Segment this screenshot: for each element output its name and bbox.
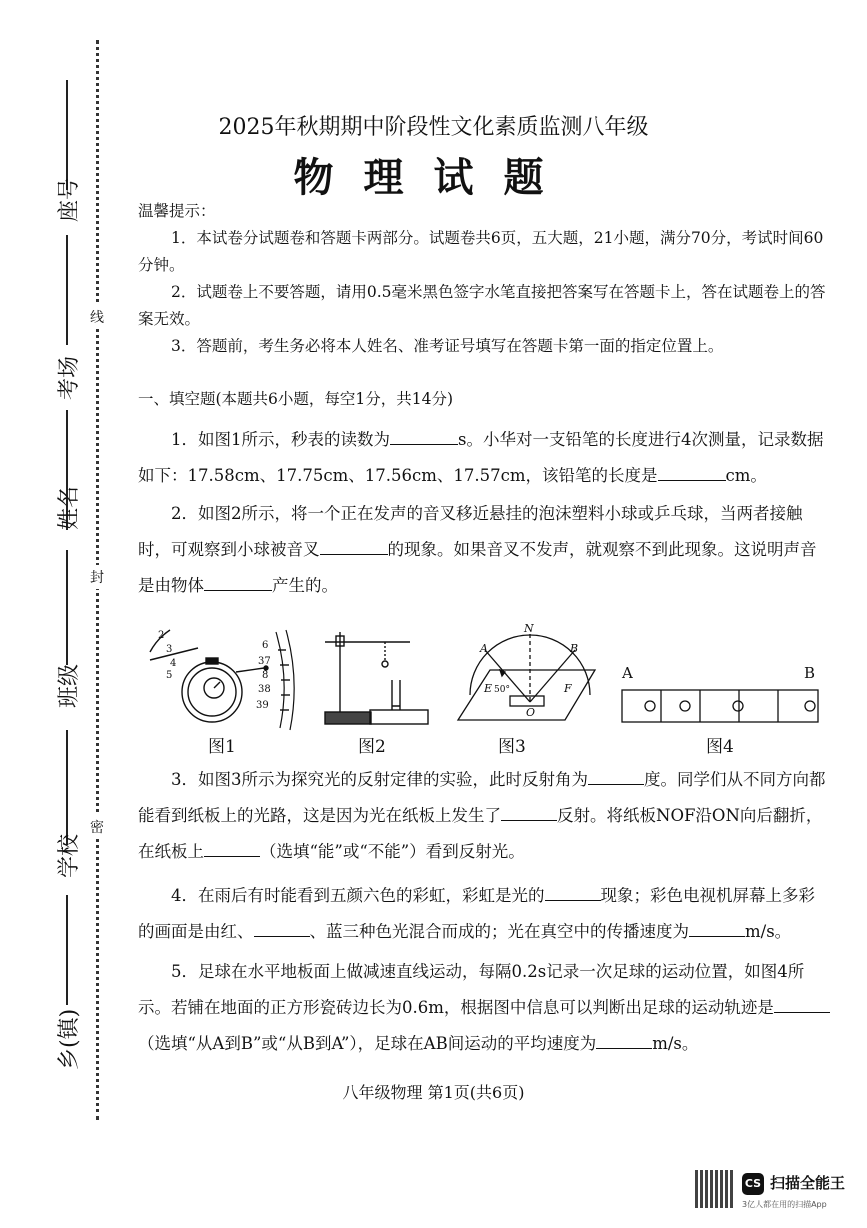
- answer-blank: [254, 920, 310, 937]
- notice-item-3: 3．答题前，考生务必将本人姓名、准考证号填写在答题卡第一面的指定位置上。: [171, 337, 724, 355]
- fig1-tick: 3: [166, 644, 173, 655]
- figure-4-tiles: [622, 690, 818, 722]
- scanner-app-name: 扫描全能王: [770, 1174, 846, 1192]
- q5-text-b: （选填“从A到B”或“从B到A”），足球在AB间运动的平均速度为: [138, 1034, 597, 1053]
- fig3-label-f: F: [564, 682, 572, 695]
- class-line: [66, 550, 68, 665]
- answer-blank: [588, 768, 644, 785]
- q4-text-a: 4．在雨后有时能看到五颜六色的彩虹，彩虹是光的: [171, 886, 545, 905]
- seal-word-line: 线: [90, 305, 104, 329]
- fig3-label-n: N: [524, 622, 534, 635]
- town-label: 乡(镇): [57, 1008, 82, 1070]
- room-line: [66, 235, 68, 345]
- page-footer: 八年级物理 第1页(共6页): [342, 1083, 525, 1102]
- fig1-tick: 4: [170, 658, 177, 669]
- fig4-label-b: B: [804, 664, 816, 682]
- q2-text-c: 产生的。: [272, 576, 338, 595]
- q2-text-b: 的现象。如果音叉不发声，就观察不到此现象。这说明声音是由物体: [138, 540, 817, 595]
- seat-label: 座号: [57, 177, 82, 222]
- fig1-tick: 38: [258, 684, 271, 695]
- figure-4-caption: 图4: [706, 737, 734, 757]
- fig3-label-e: E: [484, 682, 493, 695]
- fig3-label-angle: 50°: [494, 685, 510, 695]
- fig1-tick: 2: [158, 630, 165, 641]
- exam-subtitle: 2025年秋期期中阶段性文化素质监测八年级: [218, 115, 649, 140]
- exam-title: 物理试题: [293, 154, 574, 201]
- qr-code: [695, 1170, 733, 1208]
- figure-2-caption: 图2: [358, 737, 386, 757]
- notice-block: [138, 198, 831, 360]
- q4-text-b: 现象；彩色电视机屏幕上多彩的画面是由红、: [138, 886, 815, 941]
- fig1-tick: 5: [166, 670, 173, 681]
- seal-word-seal: 封: [90, 565, 104, 589]
- fig3-label-o: O: [526, 706, 536, 719]
- fig1-tick: 8: [262, 670, 269, 681]
- notice-item-2: 2．试题卷上不要答题，请用0.5毫米黑色签字水笔直接把答案写在答题卡上，答在试题卷上的答案无效。: [138, 283, 826, 328]
- answer-blank: [204, 840, 260, 857]
- town-line: [66, 895, 68, 1005]
- class-label: 班级: [57, 663, 82, 708]
- question-4: [138, 878, 831, 950]
- figure-3-caption: 图3: [498, 737, 526, 757]
- answer-blank: [596, 1032, 652, 1049]
- q1-text-a: 1．如图1所示，秒表的读数为: [171, 430, 390, 449]
- fig3-label-a: A: [480, 642, 488, 655]
- fig1-tick: 37: [258, 656, 271, 667]
- figure-2-tuning-fork: [325, 632, 428, 724]
- q1-text-b: s。小华对一支铅笔的长度进行4次测量，记录数据如下：17.58cm、17.75cm、17.56cm、17.57cm，该铅笔的长度是: [138, 430, 824, 485]
- q3-text-c: 反射。将纸板NOF沿ON向后翻折，在纸板上: [138, 806, 823, 861]
- answer-blank: [545, 884, 601, 901]
- q2-text-a: 2．如图2所示，将一个正在发声的音叉移近悬挂的泡沫塑料小球或乒乓球，当两者接触时，可观察到小球被音叉: [138, 504, 803, 559]
- answer-blank: [204, 574, 272, 591]
- school-label: 学校: [57, 833, 82, 878]
- scanner-logo-icon: CS: [742, 1173, 764, 1195]
- fig1-tick: 6: [262, 640, 269, 651]
- answer-blank: [658, 464, 726, 481]
- section-heading: 一、填空题(本题共6小题，每空1分，共14分): [138, 390, 454, 408]
- q4-text-c: 、蓝三种色光混合而成的；光在真空中的传播速度为: [309, 922, 689, 941]
- answer-blank: [390, 428, 458, 445]
- fig3-label-b: B: [570, 642, 579, 655]
- question-5: [138, 954, 831, 1062]
- answer-blank: [320, 538, 388, 555]
- notice-item-1: 1．本试卷分试题卷和答题卡两部分。试题卷共6页，五大题，21小题，满分70分，考试时间60分钟。: [138, 229, 824, 274]
- q5-text-c: m/s。: [652, 1034, 699, 1053]
- q3-text-d: （选填“能”或“不能”）看到反射光。: [260, 842, 525, 861]
- figures-strip: [140, 620, 840, 732]
- name-label: 姓名: [57, 485, 82, 530]
- fig1-tick: 39: [256, 700, 269, 711]
- question-3: [138, 762, 831, 870]
- question-2: [138, 496, 831, 604]
- seal-word-secret: 密: [90, 815, 104, 839]
- scanner-slogan: 3亿人都在用的扫描App: [742, 1200, 827, 1209]
- q5-text-a: 5．足球在水平地板面上做减速直线运动，每隔0.2s记录一次足球的运动位置，如图4所示。若铺在地面的正方形瓷砖边长为0.6m，根据图中信息可以判断出足球的运动轨迹是: [138, 962, 805, 1017]
- q4-text-d: m/s。: [745, 922, 792, 941]
- figure-1-caption: 图1: [208, 737, 236, 757]
- answer-blank: [689, 920, 745, 937]
- room-label: 考场: [57, 355, 82, 400]
- q3-text-b: 度。同学们从不同方向都能看到纸板上的光路，这是因为光在纸板上发生了: [138, 770, 826, 825]
- answer-blank: [774, 996, 830, 1013]
- q1-text-c: cm。: [725, 466, 767, 485]
- answer-blank: [501, 804, 557, 821]
- fig4-label-a: A: [622, 664, 633, 682]
- school-line: [66, 730, 68, 845]
- question-1: [138, 422, 831, 494]
- notice-heading: 温馨提示：: [138, 202, 216, 220]
- q3-text-a: 3．如图3所示为探究光的反射定律的实验，此时反射角为: [171, 770, 588, 789]
